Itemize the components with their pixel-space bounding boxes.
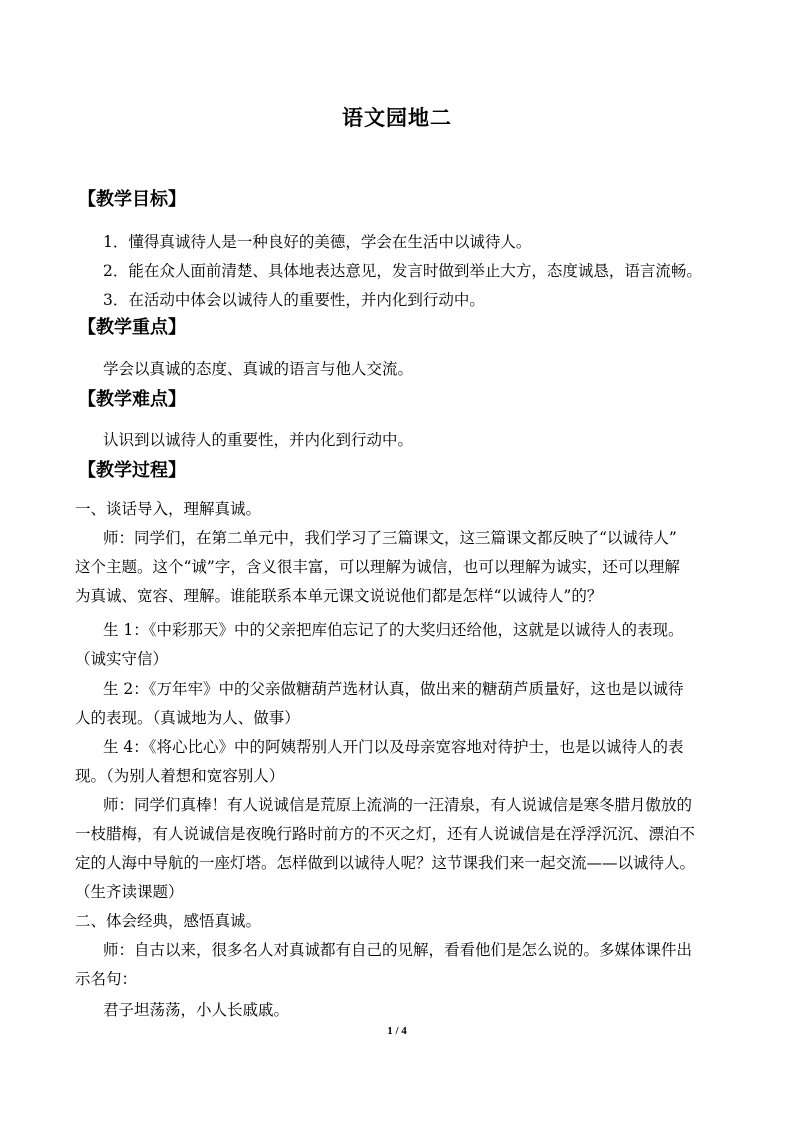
goals-heading: 【教学目标】 bbox=[78, 189, 186, 210]
paragraph-line: 生 1：《中彩那天》中的父亲把库伯忘记了的大奖归还给他，这就是以诚待人的表现。 bbox=[103, 621, 684, 639]
paragraph-line: 为真诚、宽容、理解。谁能联系本单元课文说说他们都是怎样“以诚待人”的？ bbox=[75, 587, 603, 605]
difficulty-heading: 【教学难点】 bbox=[78, 389, 186, 410]
paragraph-line: 这个主题。这个“诚”字，含义很丰富，可以理解为诚信，也可以理解为诚实，还可以理解 bbox=[75, 558, 680, 576]
part1-title: 一、谈话导入，理解真诚。 bbox=[75, 500, 262, 518]
page-title: 语文园地二 bbox=[342, 105, 452, 130]
paragraph-line: 生 4：《将心比心》中的阿姨帮别人开门以及母亲宽容地对待护士，也是以诚待人的表 bbox=[103, 738, 684, 756]
focus-text: 学会以真诚的态度、真诚的语言与他人交流。 bbox=[103, 360, 414, 378]
paragraph-line: 一枝腊梅，有人说诚信是夜晚行路时前方的不灭之灯，还有人说诚信是在浮浮沉沉、漂泊不 bbox=[75, 825, 696, 843]
difficulty-text: 认识到以诚待人的重要性，并内化到行动中。 bbox=[103, 431, 414, 449]
process-heading: 【教学过程】 bbox=[78, 460, 186, 481]
paragraph-line: 君子坦荡荡，小人长戚戚。 bbox=[103, 1001, 290, 1019]
paragraph-line: （诚实守信） bbox=[75, 650, 169, 668]
paragraph-line: 师：同学们真棒！有人说诚信是荒原上流淌的一汪清泉，有人说诚信是寒冬腊月傲放的 bbox=[103, 796, 693, 814]
paragraph-line: 示名句： bbox=[75, 970, 138, 988]
paragraph-line: 人的表现。（真诚地为人、做事） bbox=[75, 709, 300, 727]
paragraph-line: 师：自古以来，很多名人对真诚都有自己的见解，看看他们是怎么说的。多媒体课件出 bbox=[103, 941, 693, 959]
focus-heading: 【教学重点】 bbox=[78, 317, 186, 338]
part2-title: 二、体会经典，感悟真诚。 bbox=[75, 912, 262, 930]
page-number: 1 / 4 bbox=[387, 1025, 407, 1037]
goal-item-1: 1．懂得真诚待人是一种良好的美德，学会在生活中以诚待人。 bbox=[103, 233, 532, 251]
paragraph-line: 生 2：《万年牢》中的父亲做糖葫芦选材认真，做出来的糖葫芦质量好，这也是以诚待 bbox=[103, 680, 684, 698]
goal-item-3: 3．在活动中体会以诚待人的重要性，并内化到行动中。 bbox=[103, 291, 485, 309]
paragraph-line: 定的人海中导航的一座灯塔。怎样做到以诚待人呢？这节课我们来一起交流——以诚待人。 bbox=[75, 854, 696, 872]
paragraph-line: 现。（为别人着想和宽容别人） bbox=[75, 767, 285, 785]
goal-item-2: 2．能在众人面前清楚、具体地表达意见，发言时做到举止大方，态度诚恳，语言流畅。 bbox=[103, 262, 702, 280]
paragraph-line: （生齐读课题） bbox=[75, 883, 184, 901]
paragraph-line: 师：同学们，在第二单元中，我们学习了三篇课文，这三篇课文都反映了“以诚待人” bbox=[103, 529, 677, 547]
